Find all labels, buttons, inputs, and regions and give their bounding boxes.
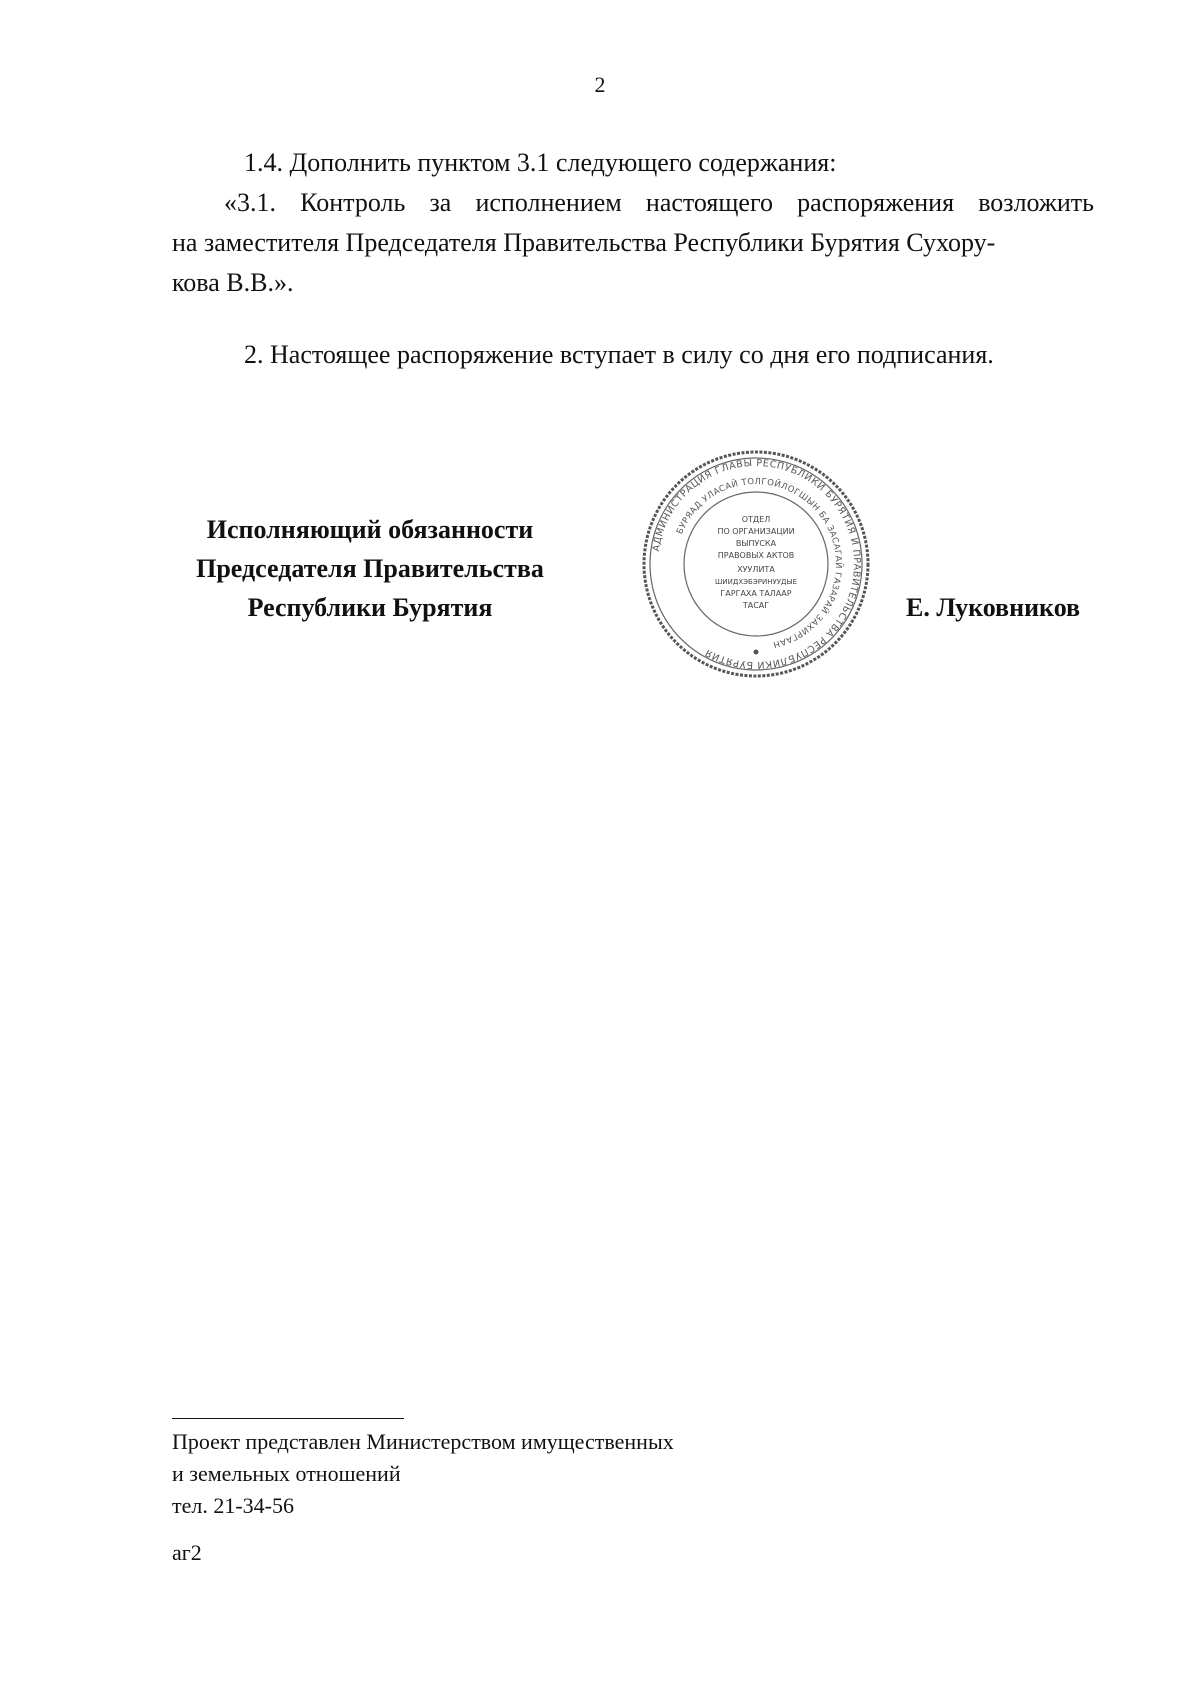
page-number: 2 [594, 72, 606, 97]
stamp-center-line: ШИИДХЭБЭРИНУУДЫЕ [714, 578, 798, 586]
document-code: аг2 [172, 1540, 202, 1565]
paragraph-3-1-line-1: «3.1. Контроль за исполнением настоящего распоряжения возложить [224, 188, 1094, 217]
footnote-phone: тел. 21-34-56 [172, 1493, 295, 1518]
footnote-line-2: и земельных отношений [172, 1461, 401, 1486]
svg-text:БУРЯАД УЛАСАЙ ТОЛГОЙЛОГШЫН БА [675, 477, 845, 649]
footnote-line-1: Проект представлен Министерством имущественных [172, 1429, 674, 1454]
stamp-center-line: ТАСАГ [742, 601, 770, 610]
signatory-title-line-1: Исполняющий обязанности [206, 515, 534, 544]
signatory-name: Е. Луковников [906, 593, 1081, 622]
svg-text:АДМИНИСТРАЦИЯ ГЛАВЫ РЕСПУБЛИКИ [651, 458, 862, 670]
stamp-center-line: ВЫПУСКА [735, 539, 777, 548]
paragraph-3-1-line-3: кова В.В.». [172, 268, 294, 297]
stamp-center-line: ПРАВОВЫХ АКТОВ [717, 551, 795, 560]
footnote-divider [172, 1418, 404, 1419]
paragraph-3-1 [172, 183, 1094, 303]
stamp-outer-text: АДМИНИСТРАЦИЯ ГЛАВЫ РЕСПУБЛИКИ БУРЯТИЯ И ПРАВИТЕЛЬСТВА РЕСПУБЛИКИ БУРЯТИЯ [650, 457, 863, 671]
stamp-center-line: ГАРГАХА ТАЛААР [720, 589, 792, 598]
signatory-title-line-3: Республики Бурятия [247, 593, 493, 622]
paragraph-2: 2. Настоящее распоряжение вступает в силу со дня его подписания. [244, 340, 994, 369]
stamp-center-line: ОТДЕЛ [741, 515, 771, 524]
official-seal-stamp [640, 448, 872, 680]
stamp-center-line: ПО ОРГАНИЗАЦИИ [717, 527, 795, 536]
stamp-center-line: ХУУЛИТА [737, 565, 775, 574]
signatory-title-line-2: Председателя Правительства [196, 554, 544, 583]
paragraph-1-4: 1.4. Дополнить пунктом 3.1 следующего содержания: [244, 148, 837, 177]
stamp-inner-text: БУРЯАД УЛАСАЙ ТОЛГОЙЛОГШЫН БА ЗАСАГАЙ ГАЗАРАЙ ЗАХИРГААН [675, 476, 844, 650]
signatory-title [160, 510, 580, 627]
paragraph-3-1-line-2: на заместителя Председателя Правительства Республики Бурятия Сухору- [172, 228, 996, 257]
footnote [172, 1426, 674, 1522]
